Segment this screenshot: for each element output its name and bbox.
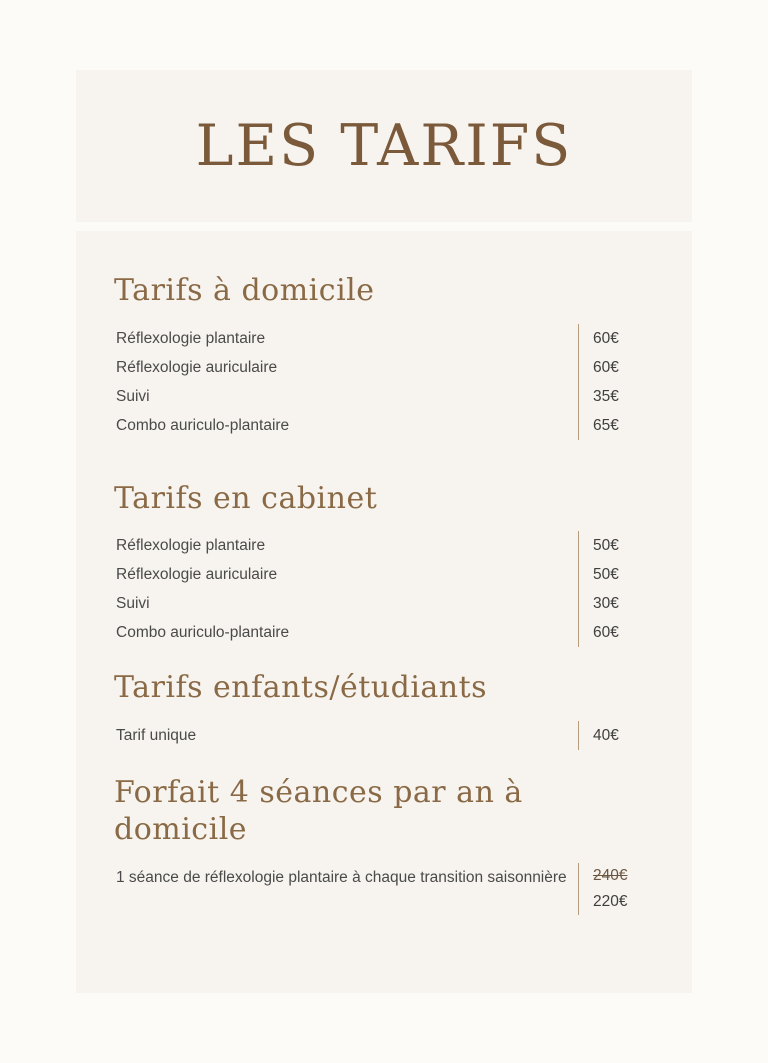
price-label: Réflexologie auriculaire <box>116 358 278 376</box>
price-value: 40€ <box>578 721 668 750</box>
price-list <box>114 531 668 647</box>
price-row <box>114 618 668 647</box>
price-value: 65€ <box>578 411 668 440</box>
price-label: Tarif unique <box>116 726 197 744</box>
price-row <box>114 411 668 440</box>
page-header <box>76 70 692 222</box>
header-divider <box>76 222 692 231</box>
price-value: 30€ <box>578 589 668 618</box>
price-row <box>114 863 668 915</box>
price-value: 60€ <box>578 324 668 353</box>
price-label: Combo auriculo-plantaire <box>116 624 290 641</box>
tarifs-content <box>114 246 668 921</box>
section-title: Tarifs enfants/étudiants <box>114 670 488 705</box>
price-row <box>114 382 668 411</box>
price-label: Suivi <box>116 387 150 405</box>
section-title: Tarifs en cabinet <box>114 480 378 516</box>
section-title: Tarifs à domicile <box>114 273 375 308</box>
section-tarifs-domicile <box>114 272 668 440</box>
price-row <box>114 531 668 560</box>
price-label: Réflexologie plantaire <box>116 537 266 554</box>
section-tarifs-cabinet <box>114 480 668 648</box>
price-label: 1 séance de réflexologie plantaire à chaque transition saisonnière <box>116 868 567 886</box>
price-old-value: 240€ <box>593 866 628 884</box>
price-value: 60€ <box>578 353 668 382</box>
price-value-group <box>578 863 668 915</box>
price-list <box>114 721 668 750</box>
price-value: 60€ <box>578 618 668 647</box>
price-label: Suivi <box>116 595 150 612</box>
price-value: 220€ <box>593 892 628 910</box>
price-label: Réflexologie plantaire <box>116 329 266 347</box>
price-list <box>114 324 668 440</box>
price-value: 50€ <box>578 531 668 560</box>
section-tarifs-enfants-etudiants <box>114 669 668 750</box>
price-label: Combo auriculo-plantaire <box>116 416 290 434</box>
price-row <box>114 721 668 750</box>
tarifs-card <box>76 70 692 993</box>
price-row <box>114 324 668 353</box>
price-row <box>114 353 668 382</box>
section-title: Forfait 4 séances par an à domicile <box>114 774 523 847</box>
price-list <box>114 863 668 915</box>
page-title: LES TARIFS <box>195 112 573 179</box>
section-forfait-4-seances <box>114 774 668 915</box>
price-value: 50€ <box>578 560 668 589</box>
price-row <box>114 589 668 618</box>
price-row <box>114 560 668 589</box>
price-label: Réflexologie auriculaire <box>116 566 278 583</box>
price-value: 35€ <box>578 382 668 411</box>
